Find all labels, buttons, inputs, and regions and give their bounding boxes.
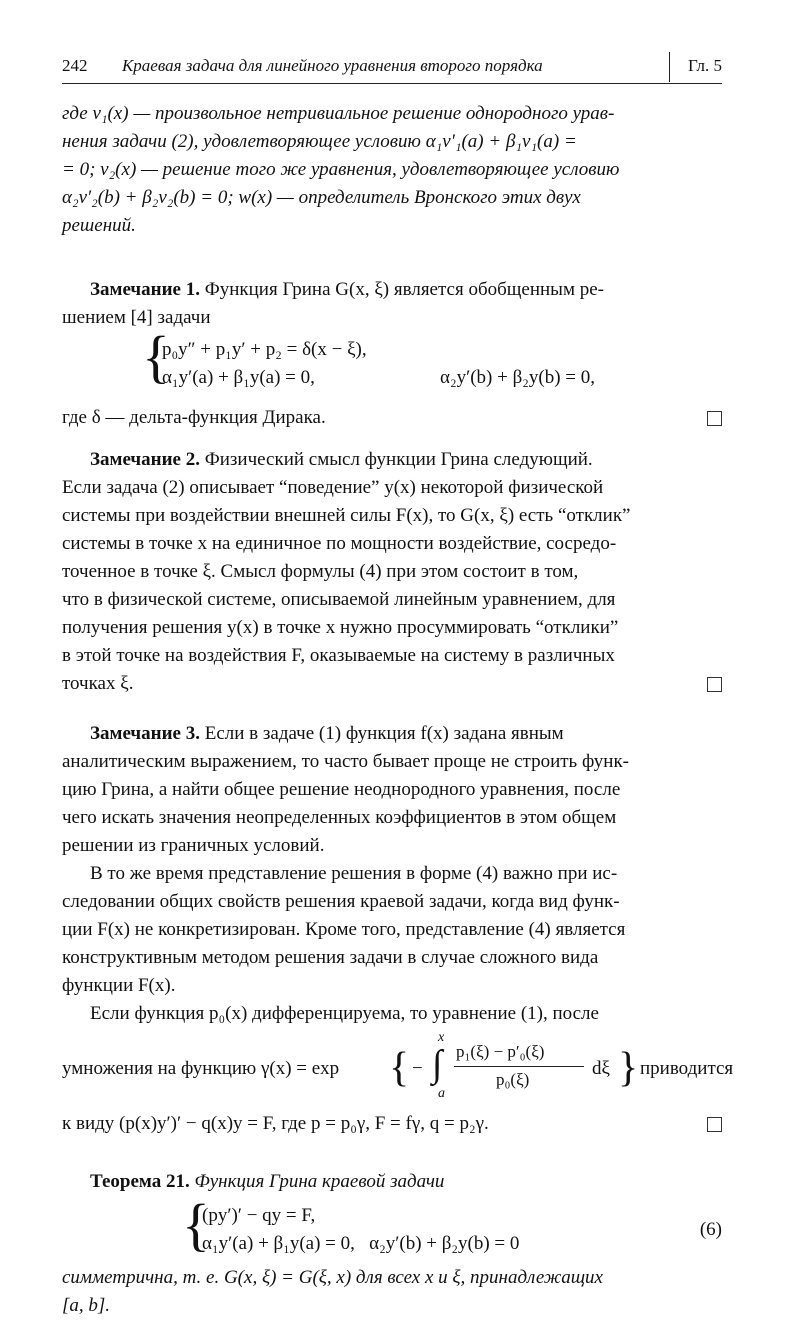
- text-line: Если функция p₀(x) дифференцируема, то уравнение (1), после: [90, 1003, 599, 1024]
- page: [62, 50, 734, 1320]
- text-fragment: приводится: [640, 1058, 734, 1079]
- left-curly: {: [389, 1045, 410, 1091]
- qed-square: [707, 677, 722, 692]
- text-line: в этой точке на воздействия F, оказываемые на систему в различных: [62, 645, 615, 666]
- text-line: = 0; v₂(x) — решение того же уравнения, удовлетворяющее условию: [62, 159, 620, 180]
- text-line: следовании общих свойств решения краевой задачи, когда вид функ-: [62, 891, 620, 912]
- text-line: точенное в точке ξ. Смысл формулы (4) при этом состоит в том,: [62, 561, 579, 582]
- theorem-label: Теорема 21.: [90, 1171, 190, 1192]
- fraction-numerator: p₁(ξ) − p′₀(ξ): [456, 1042, 545, 1061]
- text-line: Физический смысл функции Грина следующий.: [204, 449, 593, 470]
- intro-paragraph: [62, 100, 722, 240]
- equation-number: (6): [699, 1219, 722, 1240]
- text-line: к виду (p(x)y′)′ − q(x)y = F, где p = p₀γ, F = fγ, q = p₂γ.: [62, 1113, 489, 1134]
- page-number: 242: [62, 56, 88, 75]
- running-header: [62, 50, 722, 78]
- text-line: конструктивным методом решения задачи в случае сложного вида: [62, 947, 599, 968]
- theorem-21: [62, 1168, 722, 1196]
- equation-line: p₀y″ + p₁y′ + p₂ = δ(x − ξ),: [162, 339, 367, 360]
- equation-line: α₁y′(a) + β₁y(a) = 0, α₂y′(b) + β₂y(b) = 0: [202, 1233, 520, 1254]
- right-curly: }: [618, 1045, 639, 1091]
- remark-3: [62, 720, 722, 1028]
- text-line: где v₁(x) — произвольное нетривиальное решение однородного урав-: [62, 103, 615, 124]
- remark-label: Замечание 1.: [90, 279, 200, 300]
- theorem21-conclusion: [62, 1264, 722, 1320]
- text-line: шением [4] задачи: [62, 307, 211, 328]
- text-line: [a, b].: [62, 1295, 111, 1316]
- qed-square: [707, 1117, 722, 1132]
- left-brace: {: [142, 324, 170, 389]
- text-line: α₂v′₂(b) + β₂v₂(b) = 0; w(x) — определитель Вронского этих двух: [62, 187, 581, 208]
- theorem21-system: [62, 1192, 722, 1264]
- text-line: Если в задаче (1) функция f(x) задана явным: [204, 723, 564, 744]
- remark-label: Замечание 3.: [90, 723, 200, 744]
- text-line: В то же время представление решения в форме (4) важно при ис-: [90, 863, 618, 884]
- minus-sign: −: [412, 1058, 423, 1079]
- text-line: чего искать значения неопределенных коэффициентов в этом общем: [62, 807, 617, 828]
- text-line: системы в точке x на единичное по мощности воздействие, сосредо-: [62, 533, 617, 554]
- remark-2: [62, 446, 722, 698]
- differential: dξ: [592, 1058, 610, 1079]
- text-line: ции F(x) не конкретизирован. Кроме того, представление (4) является: [62, 919, 626, 940]
- remark1-after: [62, 404, 722, 432]
- fraction-bar: [454, 1066, 584, 1067]
- header-separator: [669, 52, 670, 82]
- equation-line: α₁y′(a) + β₁y(a) = 0,: [162, 367, 315, 388]
- text-line: функции F(x).: [62, 975, 176, 996]
- text-fragment: умножения на функцию γ(x) = exp: [62, 1058, 340, 1079]
- header-rule: [62, 83, 722, 84]
- text-line: симметрична, т. е. G(x, ξ) = G(ξ, x) для всех x и ξ, принадлежащих: [62, 1267, 603, 1288]
- remark3-last-line: [62, 1110, 722, 1138]
- fraction-denominator: p₀(ξ): [496, 1070, 530, 1089]
- left-brace: {: [182, 1192, 210, 1257]
- text-line: цию Грина, а найти общее решение неоднородного уравнения, после: [62, 779, 621, 800]
- integral-lower-limit: a: [438, 1086, 445, 1101]
- text-line: что в физической системе, описываемой линейным уравнением, для: [62, 589, 616, 610]
- text-line: Если задача (2) описывает “поведение” y(x) некоторой физической: [62, 477, 604, 498]
- remark1-system: [62, 324, 722, 398]
- text-line: решении из граничных условий.: [62, 835, 325, 856]
- text-line: точках ξ.: [62, 673, 134, 694]
- integral-upper-limit: x: [438, 1030, 445, 1045]
- remark-label: Замечание 2.: [90, 449, 200, 470]
- gamma-formula-line: [62, 1028, 734, 1110]
- text-line: решений.: [62, 215, 136, 236]
- equation-line: α₂y′(b) + β₂y(b) = 0,: [440, 367, 596, 388]
- text-line: системы при воздействии внешней силы F(x), то G(x, ξ) есть “отклик”: [62, 505, 631, 526]
- text-line: где δ — дельта-функция Дирака.: [62, 407, 326, 428]
- text-line: получения решения y(x) в точке x нужно просуммировать “отклики”: [62, 617, 619, 638]
- text-line: аналитическим выражением, то часто бывает проще не строить функ-: [62, 751, 630, 772]
- text-line: Функция Грина G(x, ξ) является обобщенным ре-: [204, 279, 604, 300]
- chapter-label: Гл. 5: [687, 56, 722, 75]
- qed-square: [707, 411, 722, 426]
- running-title: Краевая задача для линейного уравнения второго порядка: [122, 56, 543, 75]
- integral-sign: ∫: [432, 1043, 443, 1085]
- theorem-statement: Функция Грина краевой задачи: [194, 1171, 445, 1192]
- text-line: нения задачи (2), удовлетворяющее условию α₁v′₁(a) + β₁v₁(a) =: [62, 131, 577, 152]
- equation-line: (py′)′ − qy = F,: [202, 1205, 316, 1226]
